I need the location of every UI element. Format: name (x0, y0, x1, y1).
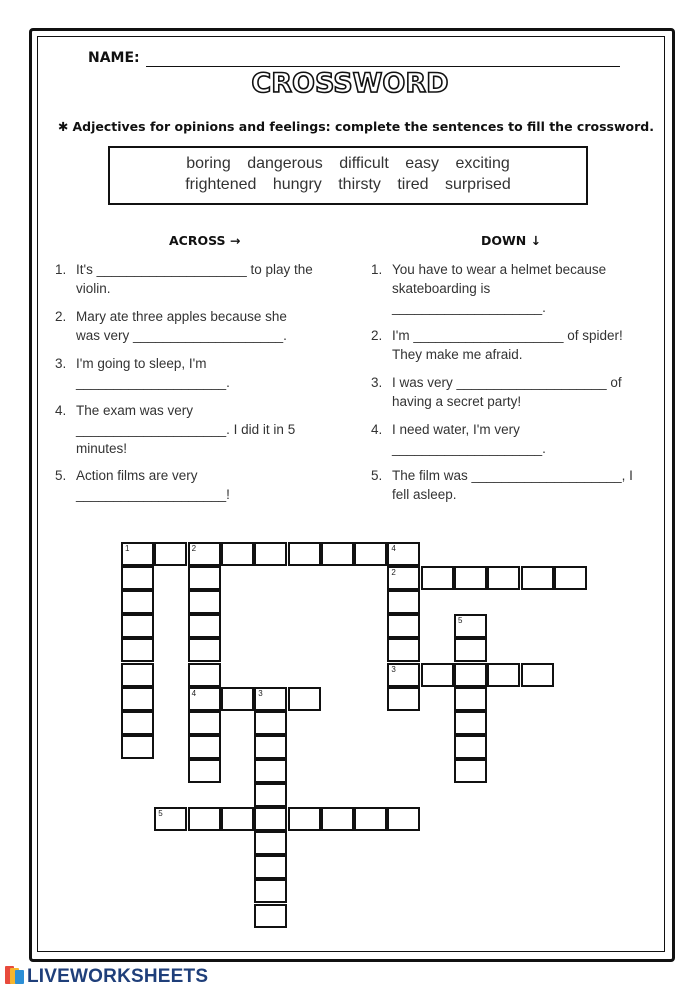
cell-number: 4 (391, 544, 396, 553)
name-row (88, 50, 628, 70)
clue-number: 2. (55, 309, 67, 324)
crossword-cell[interactable] (387, 566, 420, 590)
crossword-cell[interactable] (254, 831, 287, 855)
clue-line: They make me afraid. (392, 347, 523, 362)
crossword-cell[interactable] (188, 807, 221, 831)
clue-line: It's ____________________ to play the (76, 262, 313, 277)
crossword-cell[interactable] (188, 638, 221, 662)
clue-line: I was very ____________________ of (392, 375, 622, 390)
crossword-cell[interactable] (254, 687, 287, 711)
crossword-cell[interactable] (254, 807, 287, 831)
word-bank-word: tired (397, 176, 429, 193)
crossword-cell[interactable] (121, 711, 154, 735)
cell-number: 2 (191, 544, 197, 553)
clue-line: ____________________. (392, 441, 546, 456)
crossword-cell[interactable] (254, 711, 287, 735)
crossword-cell[interactable] (121, 735, 154, 759)
cell-number: 3 (391, 664, 396, 674)
clue-line: skateboarding is (392, 281, 491, 296)
clue-number: 4. (55, 403, 67, 418)
clue-number: 4. (371, 422, 383, 437)
crossword-cell[interactable] (188, 614, 221, 638)
down-heading: DOWN ↓ (481, 233, 542, 248)
crossword-cell[interactable] (454, 566, 487, 590)
crossword-cell[interactable] (421, 663, 454, 687)
crossword-cell[interactable] (154, 542, 187, 566)
crossword-cell[interactable] (387, 807, 420, 831)
crossword-cell[interactable] (354, 807, 387, 831)
crossword-cell[interactable] (454, 663, 487, 687)
crossword-cell[interactable] (387, 687, 420, 711)
crossword-cell[interactable] (254, 855, 287, 879)
crossword-cell[interactable] (521, 566, 554, 590)
crossword-cell[interactable] (254, 735, 287, 759)
crossword-cell[interactable] (321, 542, 354, 566)
word-bank (108, 146, 588, 205)
name-field[interactable] (146, 66, 620, 67)
clue-line: violin. (76, 281, 111, 296)
crossword-cell[interactable] (387, 663, 420, 687)
word-bank-word: surprised (444, 176, 511, 193)
crossword-cell[interactable] (354, 542, 387, 566)
crossword-cell[interactable] (254, 542, 287, 566)
clue-line: ____________________. (76, 375, 230, 390)
crossword-cell[interactable] (321, 807, 354, 831)
across-clue-3 (55, 354, 345, 394)
clue-line: ____________________. (392, 300, 546, 315)
crossword-cell[interactable] (188, 759, 221, 783)
clue-line: minutes! (76, 441, 128, 456)
clue-line: was very ____________________. (76, 328, 287, 343)
crossword-cell[interactable] (121, 638, 154, 662)
word-bank-word: thirsty (338, 176, 381, 193)
clue-number: 1. (371, 262, 383, 277)
word-bank-word: exciting (455, 155, 510, 172)
clue-number: 1. (55, 262, 67, 277)
crossword-cell[interactable] (188, 735, 221, 759)
down-clue-4 (371, 420, 661, 460)
crossword-cell[interactable] (421, 566, 454, 590)
word-bank-word: hungry (272, 176, 322, 193)
clue-number: 3. (55, 356, 67, 371)
crossword-cell[interactable] (221, 687, 254, 711)
word-bank-word: frightened (185, 176, 257, 193)
cell-number: 3 (258, 688, 263, 698)
cell-number: 5 (158, 809, 163, 819)
clue-line: The exam was very (76, 403, 194, 418)
crossword-cell[interactable] (254, 904, 287, 928)
word-bank-word: easy (405, 155, 440, 172)
clue-line: The film was ____________________, I (392, 468, 633, 483)
crossword-cell[interactable] (188, 590, 221, 614)
down-clue-2 (371, 326, 661, 366)
crossword-cell[interactable] (387, 614, 420, 638)
word-bank-word: boring (186, 155, 231, 172)
crossword-cell[interactable] (254, 783, 287, 807)
down-clue-3 (371, 373, 661, 413)
crossword-cell[interactable] (254, 879, 287, 903)
crossword-cell[interactable] (188, 542, 221, 566)
crossword-cell[interactable] (254, 759, 287, 783)
clue-number: 2. (371, 328, 383, 343)
crossword-cell[interactable] (288, 687, 321, 711)
crossword-cell[interactable] (554, 566, 587, 590)
crossword-cell[interactable] (454, 711, 487, 735)
crossword-cell[interactable] (121, 590, 154, 614)
crossword-cell[interactable] (188, 566, 221, 590)
crossword-cell[interactable] (454, 638, 487, 662)
cell-number: 1 (125, 544, 130, 553)
crossword-cell[interactable] (121, 542, 154, 566)
clue-line: You have to wear a helmet because (392, 262, 607, 277)
crossword-cell[interactable] (221, 807, 254, 831)
cell-number: 5 (458, 616, 463, 626)
crossword-cell[interactable] (454, 759, 487, 783)
clue-line: ____________________! (76, 487, 230, 502)
clue-line: having a secret party! (392, 394, 522, 409)
clue-line: I'm ____________________ of spider! (392, 328, 623, 343)
cell-number: 4 (191, 688, 197, 698)
crossword-cell[interactable] (454, 614, 487, 638)
across-clue-1 (55, 260, 345, 300)
crossword-cell[interactable] (521, 663, 554, 687)
crossword-cell[interactable] (288, 807, 321, 831)
crossword-cell[interactable] (121, 614, 154, 638)
star-icon: ✱ (58, 119, 69, 134)
crossword-cell[interactable] (188, 687, 221, 711)
crossword-cell[interactable] (454, 735, 487, 759)
crossword-cell[interactable] (121, 687, 154, 711)
word-bank-word: difficult (339, 155, 389, 172)
crossword-cell[interactable] (188, 711, 221, 735)
clue-line: Action films are very (76, 468, 198, 483)
clue-line: I need water, I'm very (392, 422, 520, 437)
clue-number: 3. (371, 375, 383, 390)
word-bank-row-2 (110, 176, 586, 194)
across-clue-4 (55, 401, 345, 461)
across-clue-2 (55, 307, 345, 347)
instructions (58, 119, 654, 134)
clue-number: 5. (55, 468, 67, 483)
down-clue-5 (371, 466, 661, 506)
liveworksheets-logo-icon (4, 965, 26, 991)
word-bank-word: dangerous (247, 155, 323, 172)
cell-number: 2 (391, 568, 396, 578)
crossword-cell[interactable] (387, 542, 420, 566)
crossword-cell[interactable] (454, 687, 487, 711)
crossword-cell[interactable] (487, 663, 520, 687)
crossword-cell[interactable] (188, 663, 221, 687)
down-clue-1 (371, 260, 661, 320)
clue-number: 5. (371, 468, 383, 483)
page-title (0, 68, 700, 99)
crossword-cell[interactable] (487, 566, 520, 590)
clue-line: I'm going to sleep, I'm (76, 356, 207, 371)
across-clue-5 (55, 466, 345, 506)
footer-brand (4, 965, 208, 991)
instructions-text: Adjectives for opinions and feelings: complete the sentences to fill the crossword. (72, 119, 654, 134)
clue-line: ____________________. I did it in 5 (76, 422, 296, 437)
title-text: CROSSWORD (251, 68, 449, 99)
clue-line: fell asleep. (392, 487, 457, 502)
across-heading: ACROSS → (169, 233, 241, 248)
crossword-cell[interactable] (121, 566, 154, 590)
crossword-cell[interactable] (288, 542, 321, 566)
crossword-cell[interactable] (154, 807, 187, 831)
crossword-cell[interactable] (121, 663, 154, 687)
word-bank-row-1 (110, 155, 586, 173)
crossword-cell[interactable] (387, 590, 420, 614)
name-label: NAME: (88, 50, 140, 66)
footer-brand-text: LIVEWORKSHEETS (27, 966, 209, 987)
crossword-cell[interactable] (387, 638, 420, 662)
clue-line: Mary ate three apples because she (76, 309, 287, 324)
crossword-cell[interactable] (221, 542, 254, 566)
